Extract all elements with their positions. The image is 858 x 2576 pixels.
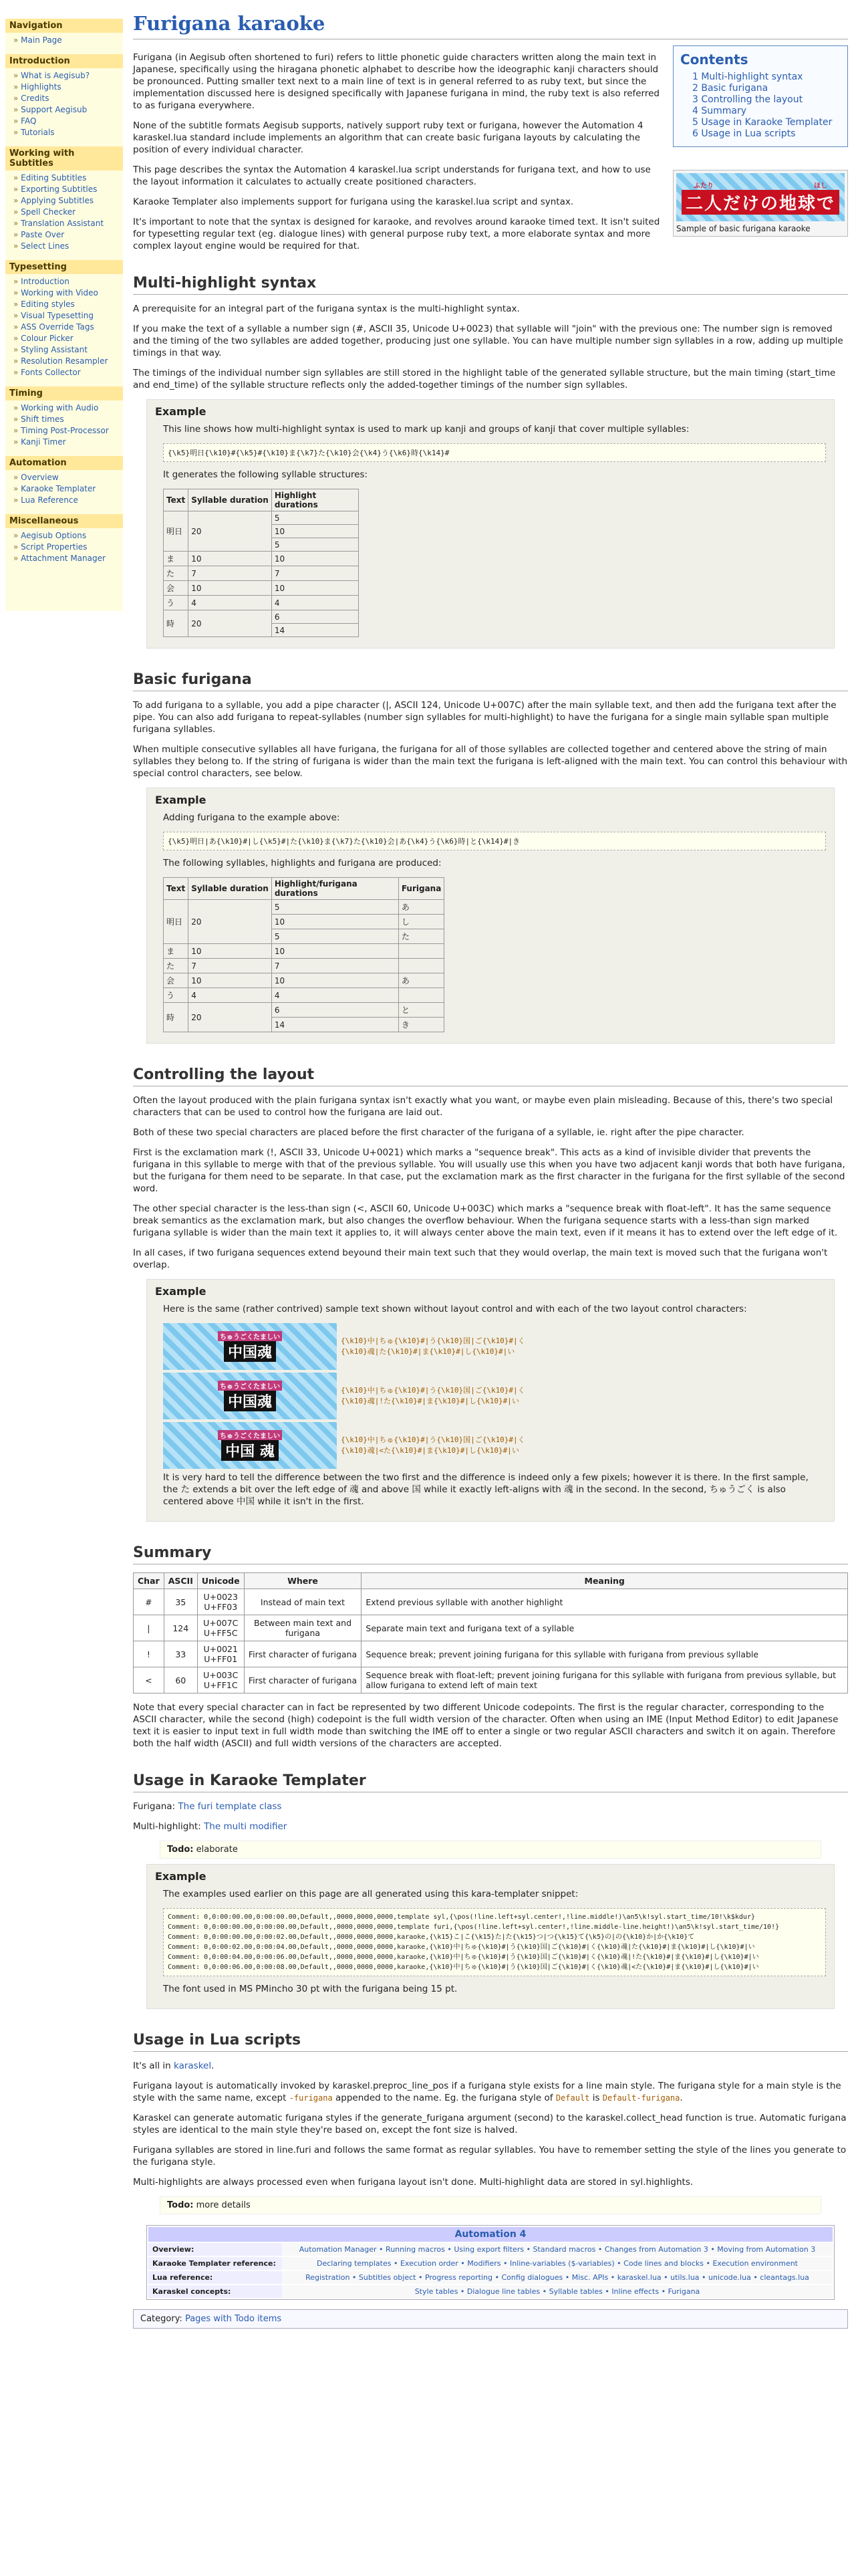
cell-furigana: し [398, 915, 444, 929]
sample-furigana: ちゅうごくたましい [218, 1331, 282, 1341]
example-text: The following syllables, highlights and furigana are produced: [163, 858, 442, 868]
inline-code: Default [555, 2093, 590, 2103]
navbox-label: Overview: [148, 2243, 282, 2256]
table-row [164, 973, 444, 988]
inline-code: Default-furigana [602, 2093, 680, 2103]
cell-duration: 10 [188, 552, 272, 566]
cell-text: 会 [164, 581, 188, 596]
example-text: Here is the same (rather contrived) sample text shown without layout control and with each of the two layout control characters: [163, 1304, 747, 1314]
table-of-contents [673, 45, 848, 147]
sidebar-item-select-lines[interactable]: » Select Lines [5, 241, 123, 252]
sidebar-item-visual-typesetting[interactable]: » Visual Typesetting [5, 310, 123, 322]
multi-p3: The timings of the individual number sign syllables are still stored in the highlight table of the generated syllable structure, but the main timing (start_time and end_time) of the syllable structure reflects only the added-together timings of the number sign syllables. [133, 368, 836, 390]
example-title: Example [155, 1870, 206, 1883]
table-header: Char [134, 1573, 164, 1589]
layout-sample [163, 1323, 826, 1370]
sidebar-section [5, 54, 123, 138]
navbox-row [148, 2270, 833, 2284]
basic-p2: When multiple consecutive syllables all have furigana, the furigana for all of those syllables are collected together and centered above the string of main syllables they belong to. If the string of furigana is wider than the main text the furigana is left-aligned with the main text. You can control this behaviour with special control characters, see below. [133, 744, 848, 779]
category-bar [133, 2309, 848, 2329]
table-header: Highlight/furigana durations [271, 878, 398, 900]
cell-duration: 10 [188, 581, 272, 596]
table-cell: | [134, 1615, 164, 1641]
intro-p3: This page describes the syntax the Automation 4 karaskel.lua script understands for furigana text, and how to use the layout information it calculates to actually create positioned characters. [133, 164, 651, 187]
sidebar-heading: Navigation [5, 19, 123, 33]
sidebar-item-script-properties[interactable]: » Script Properties [5, 542, 123, 553]
sample-image[interactable] [163, 1422, 337, 1469]
sidebar-item-faq[interactable]: » FAQ [5, 116, 123, 127]
thumb-furigana-right: ほし [814, 183, 827, 190]
inline-code: -furigana [289, 2093, 333, 2103]
table-row [134, 1615, 848, 1641]
lua-p2: Furigana layout is automatically invoked by karaskel.preproc_line_pos if a furigana style exists for a line main style. The furigana style for a main style is the style with the same name, except [133, 2081, 841, 2103]
sidebar-heading: Working with Subtitles [5, 146, 123, 170]
sidebar-section [5, 260, 123, 378]
sidebar-item-colour-picker[interactable]: » Colour Picker [5, 333, 123, 344]
todo-text: more details [193, 2200, 251, 2210]
table-row [134, 1589, 848, 1615]
sample-image[interactable] [676, 173, 845, 221]
sidebar-item-lua-reference[interactable]: » Lua Reference [5, 495, 123, 506]
page-title: Furigana karaoke [133, 12, 848, 39]
cell-text: 明日 [164, 900, 188, 944]
sidebar-item-overview[interactable]: » Overview [5, 472, 123, 483]
sidebar-section [5, 456, 123, 506]
sidebar-item-credits[interactable]: » Credits [5, 93, 123, 104]
table-cell: U+003C U+FF1C [197, 1667, 244, 1693]
cell-furigana: た [398, 929, 444, 944]
sidebar-item-editing-styles[interactable]: » Editing styles [5, 299, 123, 310]
code-block: {\k5}明日{\k10}#{\k5}#{\k10}ま{\k7}た{\k10}会{\k4}う{\k6}時{\k14}# [163, 443, 826, 462]
cell-highlight: 7 [271, 959, 398, 973]
example-text: The examples used earlier on this page are all generated using this kara-templater snippet: [163, 1889, 579, 1899]
example-text: It is very hard to tell the difference between the two first and the difference is indeed only a few pixels; however it is there. In the first sample, the た extends a bit over the left edge of 魂 and above 国 while it exactly left-aligns with 魂 in the second. In the second, ちゅうごく is also centered above 中国 while it isn't in the first. [163, 1472, 809, 1507]
sample-code [341, 1336, 525, 1357]
sample-code-line: {\k10}中|ちゅ{\k10}#|う{\k10}国|ご{\k10}#|く [341, 1435, 525, 1444]
intro-p4: Karaoke Templater also implements support for furigana using the karaskel.lua script and syntax. [133, 197, 574, 207]
table-row [164, 511, 359, 525]
syllable-table [163, 489, 359, 637]
sample-code-line: {\k10}魂|!た{\k10}#|ま{\k10}#|し{\k10}#|い [341, 1397, 519, 1405]
sidebar-item-styling-assistant[interactable]: » Styling Assistant [5, 344, 123, 356]
table-row [164, 988, 444, 1003]
cell-text: ま [164, 944, 188, 959]
sidebar-section [5, 19, 123, 46]
heading-lua: Usage in Lua scripts [133, 2032, 848, 2052]
table-cell: Sequence break; prevent joining furigana for this syllable with furigana from previous syllable [362, 1641, 848, 1667]
example-text: This line shows how multi-highlight syntax is used to mark up kanji and groups of kanji that cover multiple syllables: [163, 424, 690, 435]
toc-title: Contents [680, 51, 748, 68]
table-cell: U+007C U+FF5C [197, 1615, 244, 1641]
sidebar-item-timing-post-processor[interactable]: » Timing Post-Processor [5, 425, 123, 437]
table-cell: Separate main text and furigana text of a syllable [362, 1615, 848, 1641]
table-header: Highlight durations [271, 489, 358, 511]
main-content [133, 12, 848, 2329]
sidebar-item-editing-subtitles[interactable]: » Editing Subtitles [5, 172, 123, 184]
navbox-links[interactable]: Registration • Subtitles object • Progress reporting • Config dialogues • Misc. APIs • karaskel.lua • utils.lua • unicode.lua • cleantags.lua [282, 2271, 833, 2284]
table-cell: # [134, 1589, 164, 1615]
cell-furigana [398, 959, 444, 973]
toc-item[interactable]: 3 Controlling the layout [692, 94, 803, 105]
cell-duration: 4 [188, 596, 272, 610]
table-row [164, 581, 359, 596]
navbox-links[interactable]: Declaring templates • Execution order • Modifiers • Inline-variables ($-variables) • Code lines and blocks • Execution environment [282, 2257, 833, 2270]
table-header: Syllable duration [188, 878, 272, 900]
basic-p1: To add furigana to a syllable, you add a pipe character (|, ASCII 124, Unicode U+007C) after the main syllable text, and then add the furigana text after the pipe. You can also add furigana to repeat-syllables (number sign syllables for multi-highlight) to have the furigana for a single main syllable span multiple furigana syllables. [133, 700, 837, 735]
sidebar-item-applying-subtitles[interactable]: » Applying Subtitles [5, 195, 123, 207]
table-header: Text [164, 489, 188, 511]
table-row [164, 610, 359, 624]
sample-code [341, 1385, 525, 1407]
table-row [164, 566, 359, 581]
sidebar-item-karaoke-templater[interactable]: » Karaoke Templater [5, 483, 123, 495]
intro-p5: It's important to note that the syntax is designed for karaoke, and revolves around karaoke timed text. It isn't suited for typesetting regular text (eg. dialogue lines) with general purpose ruby text, a more elaborate syntax and more complex layout engine would be required for that. [133, 217, 660, 251]
sidebar-item-tutorials[interactable]: » Tutorials [5, 127, 123, 138]
thumb-main-text: 二人だけの地球で [682, 190, 839, 215]
table-cell: < [134, 1667, 164, 1693]
cell-duration: 7 [188, 959, 272, 973]
toc-item[interactable]: 5 Usage in Karaoke Templater [692, 117, 833, 128]
cell-highlight: 10 [271, 944, 398, 959]
layout-sample [163, 1422, 826, 1469]
table-row [164, 1003, 444, 1018]
example-templater [146, 1864, 835, 2009]
layout-p1: Often the layout produced with the plain furigana syntax isn't exactly what you want, or maybe even plain misleading. Because of this, there's two special characters that can be used to control how the furigana are laid out. [133, 1095, 833, 1118]
cell-duration: 20 [188, 610, 272, 637]
cell-highlight: 5 [271, 929, 398, 944]
cell-highlight: 10 [271, 552, 358, 566]
example-title: Example [155, 794, 206, 806]
sample-furigana: ちゅうごくたましい [218, 1430, 282, 1440]
cell-highlight: 4 [271, 596, 358, 610]
sidebar-item-support-aegisub[interactable]: » Support Aegisub [5, 104, 123, 116]
cell-highlight: 5 [271, 511, 358, 525]
lua-p4: Furigana syllables are stored in line.furi and follows the same format as regular syllables. You have to remember setting the style of the lines you generate to the furigana style. [133, 2145, 847, 2168]
toc-item[interactable]: 4 Summary [692, 106, 747, 116]
sample-code-line: {\k10}魂|た{\k10}#|ま{\k10}#|し{\k10}#|い [341, 1347, 515, 1356]
table-header: Unicode [197, 1573, 244, 1589]
cell-duration: 7 [188, 566, 272, 581]
lua-p2-d: . [680, 2093, 683, 2103]
cell-text: ま [164, 552, 188, 566]
table-header: Meaning [362, 1573, 848, 1589]
lua-p1-text: It's all in [133, 2061, 174, 2071]
cell-text: 時 [164, 1003, 188, 1032]
todo-text: elaborate [193, 1845, 238, 1855]
templater-code: Comment: 0,0:00:00.00,0:00:00.00,Default,,0000,0000,0000,template syl,{\pos(!line.left+syl.center!,!line.middle!)\an5\k!syl.start_time/10!\k$kdur} Comment: 0,0:00:00.00,0:00:00.00,Default,,0000,0000,0000,template furi,{\pos(!line.left+syl.center!,!line.middle-line.height!)\an5\k!syl.start_time/10!} Comment: 0,0:00:00.00,0:00:02.00,Default,,0000,0000,0000,karaoke,{\k15}こ|こ{\k15}た|た{\k15}つ|つ{\k15}て{\k5}の|の{\k10}か|か{\k10}て Comment: 0,0:00:02.00,0:00:04.00,Default,,0000,0000,0000,karaoke,{\k10}中|ちゅ{\k10}#|う{\k10}国|ご{\k10}#|く{\k10}魂|た{\k10}#|ま{\k10}#|し{\k10}#|い Comment: 0,0:00:04.00,0:00:06.00,Default,,0000,0000,0000,karaoke,{\k10}中|ちゅ{\k10}#|う{\k10}国|ご{\k10}#|く{\k10}魂|!た{\k10}#|ま{\k10}#|し{\k10}#|い Comment: 0,0:00:06.00,0:00:08.00,Default,,0000,0000,0000,karaoke,{\k10}中|ちゅ{\k10}#|う{\k10}国|ご{\k10}#|く{\k10}魂|<た{\k10}#|ま{\k10}#|し{\k10}#|い [163, 1908, 826, 1976]
todo-box [160, 1841, 821, 1859]
example-text: The font used in MS PMincho 30 pt with the furigana being 15 pt. [163, 1984, 458, 1994]
navbox-links[interactable]: Automation Manager • Running macros • Using export filters • Standard macros • Changes from Automation 3 • Moving from Automation 3 [282, 2243, 833, 2256]
cell-highlight: 14 [271, 1018, 398, 1032]
sidebar-heading: Introduction [5, 54, 123, 68]
heading-multi-highlight: Multi-highlight syntax [133, 275, 848, 295]
sample-code-line: {\k10}中|ちゅ{\k10}#|う{\k10}国|ご{\k10}#|く [341, 1386, 525, 1395]
sample-image[interactable] [163, 1323, 337, 1370]
sidebar-item-shift-times[interactable]: » Shift times [5, 414, 123, 425]
sample-thumbnail[interactable] [673, 170, 848, 237]
sidebar-item-resolution-resampler[interactable]: » Resolution Resampler [5, 356, 123, 367]
table-header: Furigana [398, 878, 444, 900]
cell-furigana: き [398, 1018, 444, 1032]
heading-controlling-layout: Controlling the layout [133, 1066, 848, 1086]
furi-template-link[interactable]: The furi template class [178, 1801, 282, 1812]
toc-item[interactable]: 1 Multi-highlight syntax [692, 72, 803, 82]
sample-text: 中国 魂 [221, 1440, 279, 1461]
thumb-furigana-left: ふたり [694, 183, 714, 190]
multi-modifier-link[interactable]: The multi modifier [204, 1821, 287, 1832]
cell-furigana: あ [398, 973, 444, 988]
cell-text: う [164, 988, 188, 1003]
thumb-caption: Sample of basic furigana karaoke [676, 224, 811, 233]
table-cell: Instead of main text [244, 1589, 362, 1615]
table-header: Text [164, 878, 188, 900]
table-cell: 124 [164, 1615, 197, 1641]
heading-templater: Usage in Karaoke Templater [133, 1772, 848, 1792]
cell-text: 明日 [164, 511, 188, 552]
table-cell: Sequence break with float-left; prevent joining furigana for this syllable with furigana from previous syllable, but allow furigana to extend left of main text [362, 1667, 848, 1693]
table-cell: 60 [164, 1667, 197, 1693]
toc-item[interactable]: 6 Usage in Lua scripts [692, 128, 796, 139]
navbox-row [148, 2242, 833, 2256]
table-row [164, 944, 444, 959]
automation-navbox [146, 2225, 835, 2300]
cell-highlight: 6 [271, 1003, 398, 1018]
sidebar-section [5, 146, 123, 252]
sample-code-line: {\k10}魂|<た{\k10}#|ま{\k10}#|し{\k10}#|い [341, 1446, 519, 1455]
furigana-table [163, 877, 444, 1032]
table-row [164, 596, 359, 610]
sample-code [341, 1435, 525, 1456]
cell-text: た [164, 959, 188, 973]
sidebar-item-fonts-collector[interactable]: » Fonts Collector [5, 367, 123, 378]
cell-duration: 20 [188, 511, 272, 552]
sample-text: 中国魂 [224, 1341, 276, 1362]
table-cell: U+0021 U+FF01 [197, 1641, 244, 1667]
cell-text: た [164, 566, 188, 581]
navbox-title[interactable]: Automation 4 [148, 2227, 833, 2242]
sidebar-heading: Timing [5, 386, 123, 400]
table-cell: 35 [164, 1589, 197, 1615]
table-cell: First character of furigana [244, 1641, 362, 1667]
lua-p5: Multi-highlights are always processed even when furigana layout isn't done. Multi-highlight data are stored in syl.highlights. [133, 2177, 694, 2188]
example-basic [146, 788, 835, 1044]
cell-duration: 20 [188, 1003, 272, 1032]
furigana-label: Furigana: [133, 1801, 178, 1812]
multi-label: Multi-highlight: [133, 1821, 204, 1832]
sidebar-item-working-with-audio[interactable]: » Working with Audio [5, 402, 123, 414]
summary-note: Note that every special character can in fact be represented by two different Unicode codepoints. The first is the regular character, corresponding to the ASCII character, while the second (high) codepoint is the full width version of the character. Often when using an IME (Input Method Editor) to edit Japanese text it is easier to input text in full width mode than switching the IME off to enter a single or two regular ASCII characters and switch it on again. Therefore both the half width (ASCII) and full width versions of the characters are accepted. [133, 1702, 839, 1749]
cell-furigana: と [398, 1003, 444, 1018]
cell-text: う [164, 596, 188, 610]
example-text: Adding furigana to the example above: [163, 812, 340, 823]
cell-highlight: 10 [271, 525, 358, 538]
sidebar-item-aegisub-options[interactable]: » Aegisub Options [5, 530, 123, 542]
sidebar-item-ass-override-tags[interactable]: » ASS Override Tags [5, 322, 123, 333]
sample-code-line: {\k10}中|ちゅ{\k10}#|う{\k10}国|ご{\k10}#|く [341, 1336, 525, 1345]
cell-duration: 10 [188, 944, 272, 959]
lua-p2-b: appended to the name. Eg. the furigana style of [332, 2093, 556, 2103]
cell-text: 時 [164, 610, 188, 637]
example-text: It generates the following syllable structures: [163, 469, 368, 480]
example-layout [146, 1279, 835, 1522]
cell-furigana [398, 988, 444, 1003]
cell-duration: 4 [188, 988, 272, 1003]
sidebar-item-kanji-timer[interactable]: » Kanji Timer [5, 437, 123, 448]
multi-p2: If you make the text of a syllable a number sign (#, ASCII 35, Unicode U+0023) that syllable will "join" with the previous one: The number sign is removed and the timing of the two syllables are added together, producing just one syllable. You can have multiple number sign syllables in a row, adding up multiple timings in that way. [133, 324, 843, 358]
navbox-row [148, 2284, 833, 2298]
example-title: Example [155, 405, 206, 418]
category-label: Category: [140, 2314, 185, 2324]
cell-highlight: 6 [271, 610, 358, 624]
sidebar-item-attachment-manager[interactable]: » Attachment Manager [5, 553, 123, 564]
table-row [164, 959, 444, 973]
heading-basic-furigana: Basic furigana [133, 671, 848, 691]
category-link[interactable]: Pages with Todo items [184, 2314, 282, 2324]
todo-label: Todo: [167, 2200, 194, 2210]
navbox-links[interactable]: Style tables • Dialogue line tables • Syllable tables • Inline effects • Furigana [282, 2285, 833, 2298]
cell-highlight: 5 [271, 538, 358, 552]
example-multi [146, 399, 835, 649]
cell-duration: 10 [188, 973, 272, 988]
lua-p2-c: is [589, 2093, 603, 2103]
example-title: Example [155, 1285, 206, 1298]
sample-text: 中国魂 [224, 1391, 276, 1411]
layout-p4: The other special character is the less-than sign (<, ASCII 60, Unicode U+003C) which marks a "sequence break with float-left". It has the same sequence break semantics as the exclamation mark, but also changes the overflow behaviour. When the furigana sequence starts with a less-than sign marked furigana syllable is wider than the main text it applies to, it will always center above the main text, even if it means it has to extend over the left edge of it. [133, 1203, 838, 1238]
multi-p1: A prerequisite for an integral part of the furigana syntax is the multi-highlight syntax. [133, 304, 520, 314]
todo-box [160, 2196, 821, 2214]
cell-furigana [398, 944, 444, 959]
table-cell: U+0023 U+FF03 [197, 1589, 244, 1615]
summary-table [133, 1572, 848, 1693]
table-row [134, 1667, 848, 1693]
heading-summary: Summary [133, 1544, 848, 1564]
sidebar-item-spell-checker[interactable]: » Spell Checker [5, 207, 123, 218]
sidebar-item-main-page[interactable]: » Main Page [5, 35, 123, 46]
table-cell: Between main text and furigana [244, 1615, 362, 1641]
cell-highlight: 7 [271, 566, 358, 581]
sidebar-item-exporting-subtitles[interactable]: » Exporting Subtitles [5, 184, 123, 195]
table-header: Syllable duration [188, 489, 272, 511]
layout-p3: First is the exclamation mark (!, ASCII 33, Unicode U+0021) which marks a "sequence break". This acts as a kind of invisible divider that prevents the furigana in this syllable to merge with that of the previous syllable. You will usually use this when you have two adjacent kanji words that both have furigana, but the furigana for them need to be separate. In that case, put the exclamation mark as the first character in the furigana for the first syllable of the second word. [133, 1147, 845, 1194]
cell-duration: 20 [188, 900, 272, 944]
navbox-label: Karaskel concepts: [148, 2285, 282, 2298]
cell-highlight: 4 [271, 988, 398, 1003]
sidebar-heading: Miscellaneous [5, 514, 123, 528]
table-cell: ! [134, 1641, 164, 1667]
sidebar-item-highlights[interactable]: » Highlights [5, 82, 123, 93]
todo-label: Todo: [167, 1845, 194, 1855]
navbox-row [148, 2256, 833, 2270]
table-header: ASCII [164, 1573, 197, 1589]
table-cell: 33 [164, 1641, 197, 1667]
cell-text: 会 [164, 973, 188, 988]
sidebar-item-translation-assistant[interactable]: » Translation Assistant [5, 218, 123, 229]
karaskel-link[interactable]: karaskel [173, 2061, 212, 2071]
cell-highlight: 10 [271, 581, 358, 596]
toc-item[interactable]: 2 Basic furigana [692, 83, 768, 94]
cell-highlight: 14 [271, 624, 358, 637]
cell-highlight: 10 [271, 915, 398, 929]
table-row [164, 552, 359, 566]
intro-p2: None of the subtitle formats Aegisub supports, natively support ruby text or furigana, however the Automation 4 karaskel.lua standard include implements an algorithm that can create basic furigana layouts by calculating the position of every individual character. [133, 120, 644, 155]
sidebar-heading: Automation [5, 456, 123, 470]
cell-furigana: あ [398, 900, 444, 915]
sidebar-item-what-is-aegisub[interactable]: » What is Aegisub? [5, 70, 123, 82]
table-row [164, 900, 444, 915]
sidebar [5, 19, 123, 611]
table-cell: First character of furigana [244, 1667, 362, 1693]
period: . [211, 2061, 214, 2071]
sidebar-item-paste-over[interactable]: » Paste Over [5, 229, 123, 241]
sidebar-heading: Typesetting [5, 260, 123, 274]
cell-highlight: 5 [271, 900, 398, 915]
sidebar-section [5, 386, 123, 448]
intro-p1: Furigana (in Aegisub often shortened to furi) refers to little phonetic guide characters written along the main text in Japanese, specifically using the hiragana phonetic alphabet to describe how the ideographic kanji characters should be pronounced. Putting smaller text next to a main line of text is in general referred to as ruby text, but since the implementation discussed here is designed specifically with Japanese furigana in mind, the ruby text is also referred to as furigana everywhere. [133, 52, 660, 111]
code-block: {\k5}明日|あ{\k10}#|し{\k5}#|た{\k10}ま{\k7}た{\k10}会|あ{\k4}う{\k6}時|と{\k14}#|き [163, 832, 826, 850]
layout-p2: Both of these two special characters are placed before the first character of the furigana of a syllable, ie. right after the pipe character. [133, 1127, 744, 1138]
navbox-label: Karaoke Templater reference: [148, 2257, 282, 2270]
cell-highlight: 10 [271, 973, 398, 988]
navbox-label: Lua reference: [148, 2271, 282, 2284]
table-row [134, 1641, 848, 1667]
sidebar-item-introduction[interactable]: » Introduction [5, 276, 123, 287]
sample-image[interactable] [163, 1373, 337, 1419]
layout-p5: In all cases, if two furigana sequences extend beyound their main text such that they would overlap, the main text is moved such that the furigana won't overlap. [133, 1248, 828, 1270]
layout-sample [163, 1373, 826, 1419]
table-cell: Extend previous syllable with another highlight [362, 1589, 848, 1615]
lua-p3: Karaskel can generate automatic furigana styles if the generate_furigana argument (second) to the karaskel.collect_head function is true. Automatic furigana styles are identical to the main style they're based on, except the font size is halved. [133, 2113, 847, 2135]
sample-furigana: ちゅうごくたましい [218, 1381, 282, 1391]
sidebar-item-working-with-video[interactable]: » Working with Video [5, 287, 123, 299]
sidebar-section [5, 514, 123, 564]
table-header: Where [244, 1573, 362, 1589]
